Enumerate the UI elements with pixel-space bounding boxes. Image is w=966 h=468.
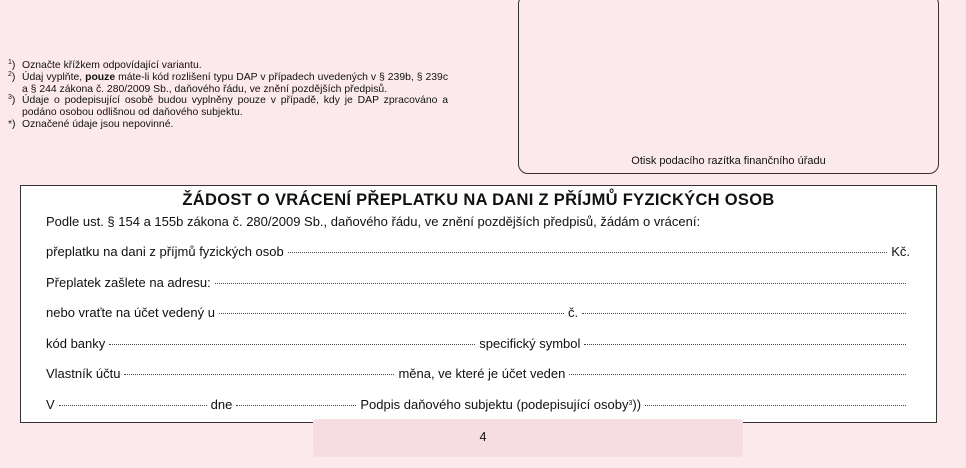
form-intro: Podle ust. § 154 a 155b zákona č. 280/2009 Sb., daňového řádu, ve znění pozdějších předpisů, žádám o vrácení: bbox=[46, 214, 701, 229]
bank-code-field[interactable] bbox=[109, 344, 475, 345]
tax-office-stamp-box bbox=[518, 0, 939, 174]
address-row bbox=[46, 275, 910, 293]
signature-row bbox=[46, 397, 910, 415]
account-row bbox=[46, 305, 910, 323]
account-currency-label: měna, ve které je účet veden bbox=[398, 366, 566, 381]
account-number-label: č. bbox=[567, 305, 579, 320]
date-field[interactable] bbox=[236, 405, 356, 406]
account-owner-field[interactable] bbox=[124, 374, 394, 375]
account-owner-label: Vlastník účtu bbox=[46, 366, 121, 381]
bank-code-row bbox=[46, 336, 910, 354]
place-label: V bbox=[46, 397, 55, 412]
specific-symbol-field[interactable] bbox=[584, 344, 906, 345]
footnote-1: $^1$) Označte křížkem odpovídající variantu. bbox=[8, 59, 202, 71]
account-number-field[interactable] bbox=[582, 313, 906, 314]
signature-field[interactable] bbox=[645, 405, 906, 406]
place-field[interactable] bbox=[59, 405, 207, 406]
specific-symbol-label: specifický symbol bbox=[479, 336, 581, 351]
date-label: dne bbox=[210, 397, 233, 412]
account-bank-field[interactable] bbox=[219, 313, 564, 314]
footnote-3: $^3$) Údaje o podepisující osobě budou vyplněny pouze v případě, kdy je DAP zpracováno a podáno osobou odlišnou od daňového subjektu. bbox=[8, 94, 448, 119]
currency-label: Kč. bbox=[891, 244, 910, 259]
refund-request-form bbox=[20, 185, 937, 423]
overpayment-label: přeplatku na dani z příjmů fyzických osob bbox=[46, 244, 284, 259]
form-title: ŽÁDOST O VRÁCENÍ PŘEPLATKU NA DANI Z PŘÍJMŮ FYZICKÝCH OSOB bbox=[182, 191, 775, 209]
account-bank-label: nebo vraťte na účet vedený u bbox=[46, 305, 215, 320]
bank-code-label: kód banky bbox=[46, 336, 106, 351]
signature-label: Podpis daňového subjektu (podepisující osoby$^3$)) bbox=[360, 397, 642, 412]
stamp-box-label: Otisk podacího razítka finančního úřadu bbox=[631, 155, 826, 167]
address-field[interactable] bbox=[215, 283, 906, 284]
account-owner-row bbox=[46, 366, 910, 384]
address-label: Přeplatek zašlete na adresu: bbox=[46, 275, 211, 290]
page-number: 4 bbox=[479, 430, 487, 444]
overpayment-row bbox=[46, 244, 910, 262]
footnote-2: $^2$) Údaj vyplňte, pouze máte-li kód rozlišení typu DAP v případech uvedených v § 239b, § 239c a § 244 zákona č. 280/2009 Sb., daňového řádu, ve znění pozdějších předpisů. bbox=[8, 70, 449, 95]
overpayment-amount-field[interactable] bbox=[288, 252, 887, 253]
footnotes bbox=[8, 60, 448, 131]
footnote-optional: *) Označené údaje jsou nepovinné. bbox=[8, 118, 174, 130]
account-currency-field[interactable] bbox=[569, 374, 906, 375]
